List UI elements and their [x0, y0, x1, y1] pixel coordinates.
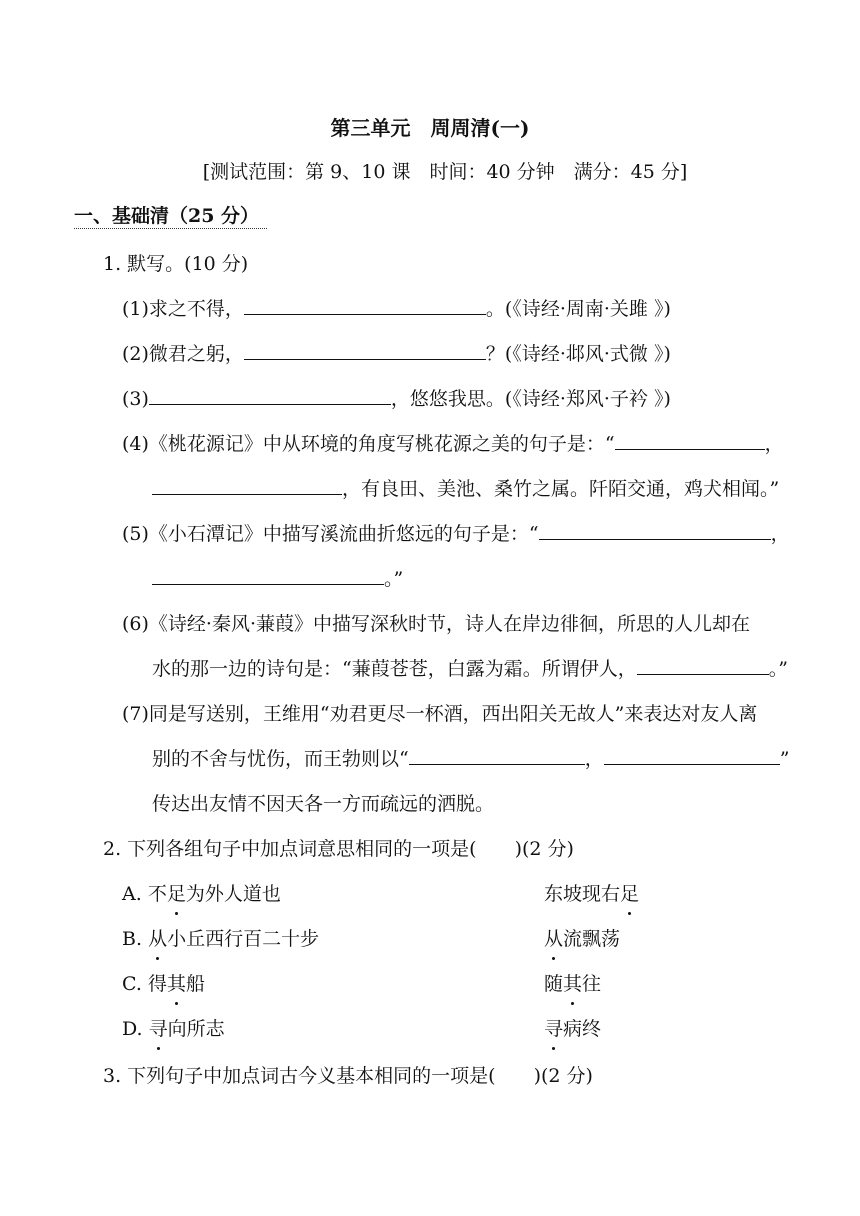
question-1-item-4-line-1: (4)《桃花源记》中从环境的角度写桃花源之美的句子是：“ ，	[122, 433, 784, 455]
answer-blank[interactable]	[152, 476, 342, 495]
dotted-word: 足	[167, 880, 186, 908]
answer-blank[interactable]	[244, 296, 486, 315]
option-b-left[interactable]: B. 从小丘西行百二十步	[122, 925, 319, 953]
answer-blank[interactable]	[604, 746, 780, 765]
dotted-word: 其	[167, 970, 186, 998]
answer-blank[interactable]	[539, 521, 771, 540]
dotted-word: 从	[148, 925, 167, 953]
question-1-item-5-line-1: (5)《小石潭记》中描写溪流曲折悠远的句子是：“ ，	[122, 523, 790, 545]
dotted-word: 从	[544, 925, 563, 953]
dotted-word: 寻	[544, 1015, 563, 1043]
question-1-item-6-line-2: 水的那一边的诗句是：“蒹葭苍苍，白露为霜。所谓伊人， 。”	[152, 658, 788, 680]
answer-blank[interactable]	[244, 341, 486, 360]
question-1-item-6-line-1: (6)《诗经·秦风·蒹葭》中描写深秋时节，诗人在岸边徘徊，所思的人儿却在	[122, 613, 750, 635]
option-c-right: 随其往	[544, 970, 601, 998]
answer-blank[interactable]	[615, 431, 765, 450]
question-1-item-7-line-1: (7)同是写送别，王维用“劝君更尽一杯酒，西出阳关无故人”来表达对友人离	[122, 703, 758, 725]
dotted-word: 足	[620, 880, 639, 908]
question-3-stem: 3. 下列句子中加点词古今义基本相同的一项是( )(2 分)	[103, 1065, 593, 1087]
answer-blank[interactable]	[409, 746, 585, 765]
option-d-left[interactable]: D. 寻向所志	[122, 1015, 225, 1043]
answer-blank[interactable]	[152, 566, 384, 585]
answer-blank[interactable]	[637, 656, 769, 675]
option-b-right: 从流飘荡	[544, 925, 620, 953]
page-title: 第三单元 周周清(一)	[330, 116, 530, 140]
section-heading: 一、基础清（25 分）	[74, 204, 267, 229]
option-a-left[interactable]: A. 不足为外人道也	[122, 880, 281, 908]
question-2-stem: 2. 下列各组句子中加点词意思相同的一项是( )(2 分)	[103, 838, 574, 860]
question-1-stem: 1. 默写。(10 分)	[103, 253, 249, 275]
option-c-left[interactable]: C. 得其船	[122, 970, 205, 998]
question-1-item-7-line-2: 别的不舍与忧伤，而王勃则以“ ， ”	[152, 748, 790, 770]
question-1-item-7-line-3: 传达出友情不因天各一方而疏远的洒脱。	[152, 793, 495, 815]
dotted-word: 其	[563, 970, 582, 998]
question-1-item-2: (2)微君之躬， ？(《诗经·邶风·式微 》)	[122, 343, 671, 365]
question-1-item-1: (1)求之不得， 。(《诗经·周南·关雎 》)	[122, 298, 671, 320]
question-1-item-5-line-2: 。”	[152, 565, 403, 593]
question-1-item-3: (3) ，悠悠我思。(《诗经·郑风·子衿 》)	[122, 388, 671, 410]
dotted-word: 寻	[149, 1015, 168, 1043]
answer-blank[interactable]	[149, 386, 391, 405]
test-scope: [测试范围：第 9、10 课 时间：40 分钟 满分：45 分]	[202, 161, 688, 183]
option-a-right: 东坡现右足	[544, 880, 639, 908]
question-1-item-4-line-2: ，有良田、美池、桑竹之属。阡陌交通，鸡犬相闻。”	[152, 475, 779, 503]
option-d-right: 寻病终	[544, 1015, 601, 1043]
